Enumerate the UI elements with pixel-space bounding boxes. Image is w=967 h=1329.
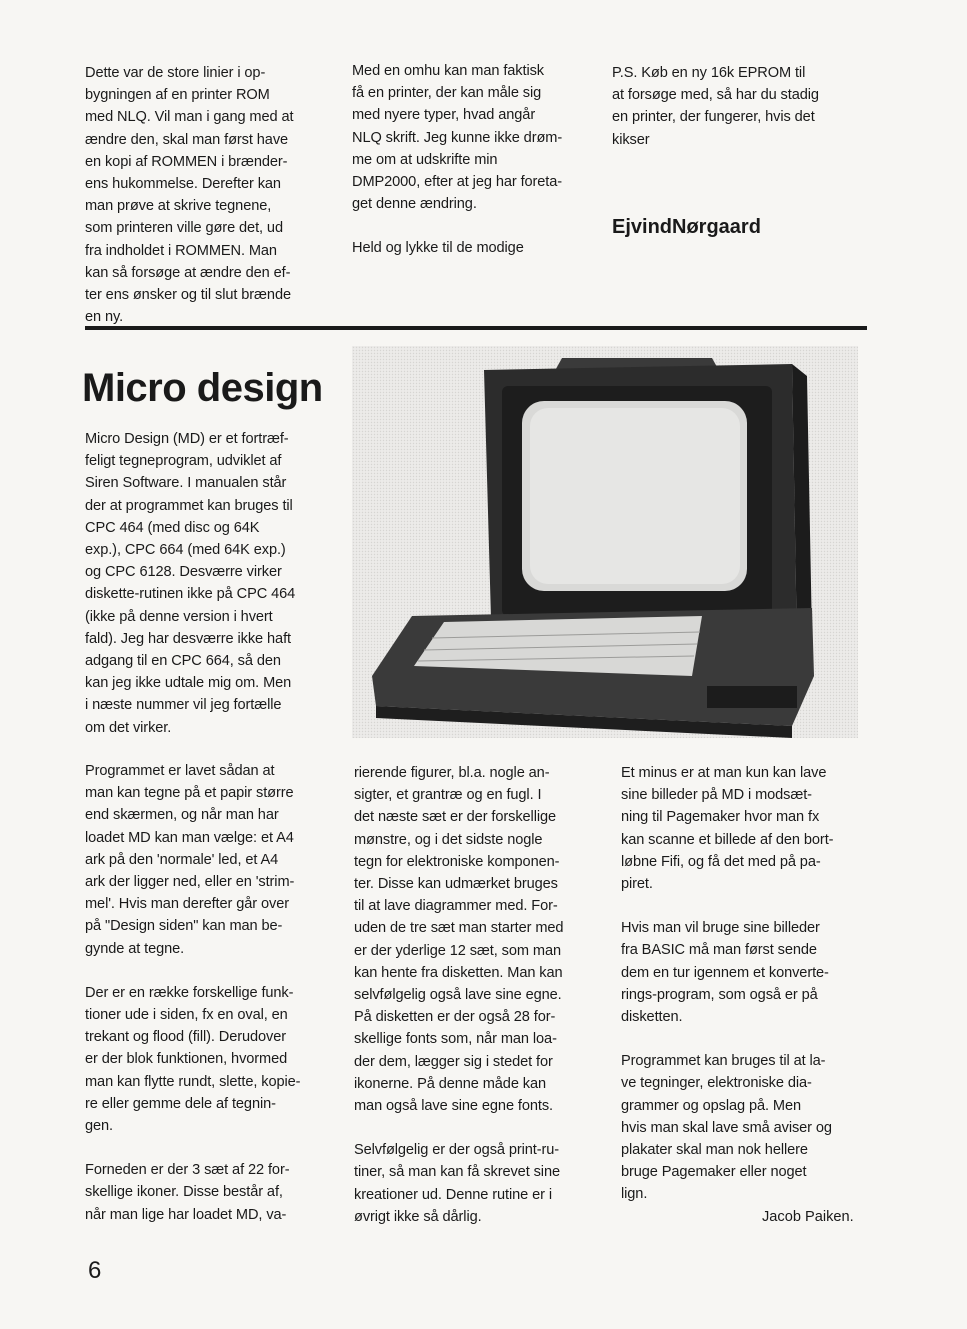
intro-text: Micro Design (MD) er et fortræf- feligt tegneprogram, udviklet af Siren Software. I manualen står der at programmet kan bruges til CPC 464 (med disc og 64K exp.), CPC 664 (med 64K exp.) og CPC 6128. Desværre virker diskette-rutinen ikke på CPC 464 (ikke på denne version i hvert fald). Jeg har desværre ikke haft adgang til en CPC 664, så den kan jeg ikke udtale mig om. Men i næste nummer vil jeg fortælle om det virker. bbox=[85, 431, 296, 736]
col2-paragraph-1: rierende figurer, bl.a. nogle an- sigter, et grantræ og en fugl. I det næste sæt er der forskellige mønstre, og i det sidste nogle tegn for elektroniske komponen- ter. Disse kan udmærket bruges til at lave diagrammer med. For- uden de tre sæt man starter med er der yderlige 12 sæt, som man kan hente fra disketten. Man kan selvfølgelig også lave sine egne. På disketten er der også 28 for- skellige fonts som, når man loa- der dem, lægger sig i stedet for ikonerne. På denne måde kan man også lave sine egne fonts. bbox=[354, 765, 564, 1115]
top-column-3 bbox=[612, 62, 872, 151]
article-title: Micro design bbox=[82, 366, 323, 410]
col3-paragraph-2: Hvis man vil bruge sine billeder fra BASIC må man først sende dem en tur igennem et konverte- rings-program, som også er på disketten. bbox=[621, 920, 829, 1026]
top-column-2 bbox=[352, 60, 602, 260]
top-column-1 bbox=[85, 62, 335, 328]
col1-paragraph-2: Der er en række forskellige funk- tioner ude i siden, fx en oval, en trekant og flood (fill). Derudover er der blok funktionen, hvormed man kan flytte rundt, slette, kopie- re eller gemme dele af tegnin- gen. bbox=[85, 984, 301, 1135]
computer-photo bbox=[352, 346, 858, 738]
col1-paragraph-3: Forneden er der 3 sæt af 22 for- skellige ikoner. Disse består af, når man lige har loadet MD, va- bbox=[85, 1162, 290, 1223]
article-column-3 bbox=[621, 762, 871, 1206]
article-column-1 bbox=[85, 760, 340, 1226]
col1-paragraph-1: Programmet er lavet sådan at man kan tegne på et papir større end skærmen, og når man har loadet MD kan man vælge: et A4 ark på den 'normale' led, et A4 ark der ligger ned, eller en 'strim- mel'. Hvis man derefter går over på "Design siden" kan man be- gynde at tegne. bbox=[85, 763, 295, 957]
article-byline: Jacob Paiken. bbox=[762, 1209, 854, 1225]
section-divider bbox=[85, 326, 867, 330]
top-col2-paragraph-1: Med en omhu kan man faktisk få en printer, der kan måle sig med nyere typer, hvad angår NLQ skrift. Jeg kunne ikke drøm- me om at udskrifte min DMP2000, efter at jeg har foreta- get denne ændring. bbox=[352, 63, 563, 213]
col3-paragraph-3: Programmet kan bruges til at la- ve tegninger, elektroniske dia- grammer og opslag på. Men hvis man skal lave små aviser og plakater skal man nok hellere bruge Pagemaker eller noget lign. bbox=[621, 1053, 832, 1203]
top-col3-text: P.S. Køb en ny 16k EPROM til at forsøge med, så har du stadig en printer, der fungerer, hvis det kikser bbox=[612, 65, 819, 148]
article-column-2 bbox=[354, 762, 609, 1228]
page-number: 6 bbox=[88, 1257, 102, 1284]
top-col2-paragraph-2: Held og lykke til de modige bbox=[352, 240, 524, 257]
author-signature: EjvindNørgaard bbox=[612, 216, 761, 238]
top-col1-text: Dette var de store linier i op- bygningen af en printer ROM med NLQ. Vil man i gang med at ændre den, skal man først have en kopi af ROMMEN i brænder- ens hukommelse. Derefter kan man prøve at skrive tegnene, som printeren ville gøre det, ud fra indholdet i ROMMEN. Man kan så forsøge at ændre den ef- ter ens ønsker og til slut brænde en ny. bbox=[85, 65, 294, 326]
article-intro bbox=[85, 428, 340, 739]
col3-paragraph-1: Et minus er at man kun kan lave sine billeder på MD i modsæt- ning til Pagemaker hvor man fx kan scanne et billede af den bort- løbne Fifi, og få det med på pa- piret. bbox=[621, 765, 834, 893]
col2-paragraph-2: Selvfølgelig er der også print-ru- tiner, så man kan få skrevet sine kreationer ud. Denne rutine er i øvrigt ikke så dårlig. bbox=[354, 1142, 560, 1225]
